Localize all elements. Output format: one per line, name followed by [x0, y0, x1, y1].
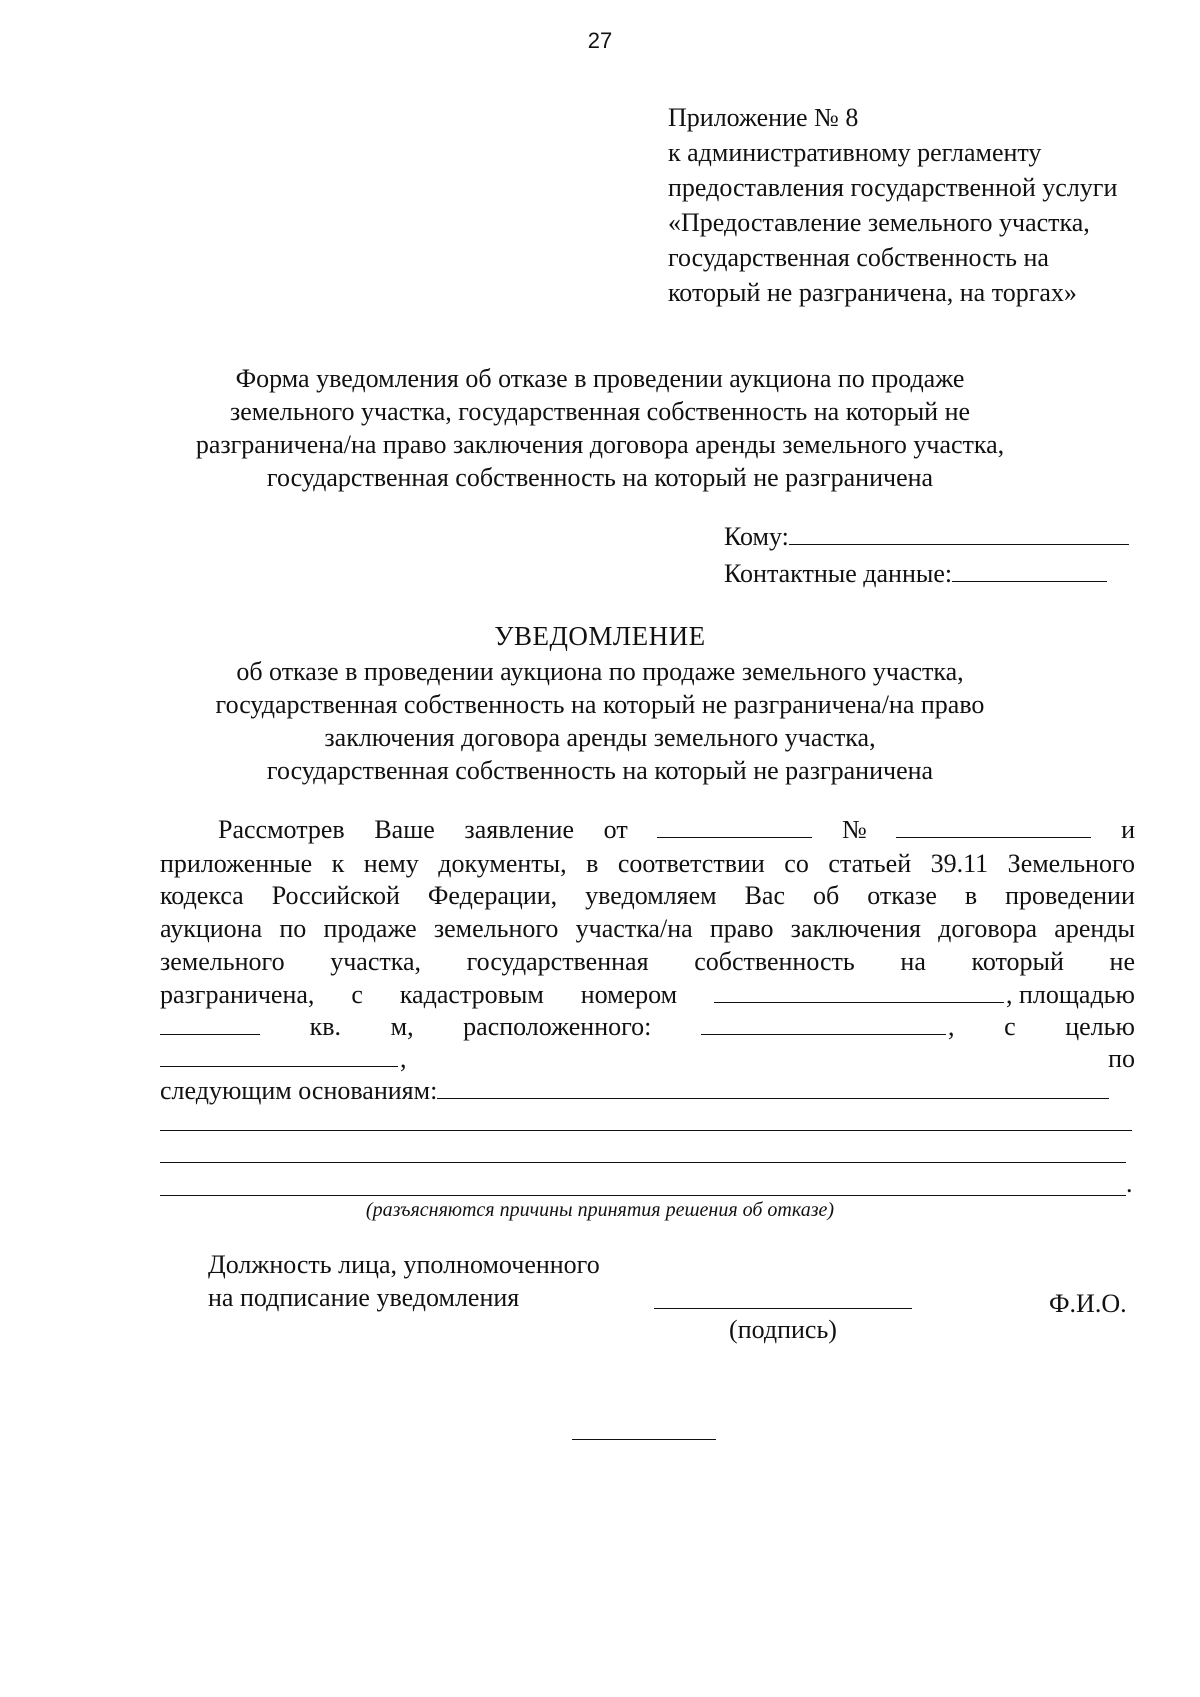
reason-line-1[interactable]: [160, 1130, 1132, 1131]
notice-heading-block: [0, 617, 1200, 787]
form-title-line: разграничена/на право заключения договора аренды земельного участка,: [195, 430, 1005, 459]
body-word: на: [900, 947, 926, 976]
body-word: Федерации,: [427, 881, 558, 910]
form-title: [0, 362, 1200, 494]
body-word: разграничена,: [160, 980, 315, 1009]
body-row-6: [160, 979, 1135, 1011]
body-row-2: приложенные к нему документы, в соответствии со статьей 39.11 Земельного: [160, 849, 1135, 878]
body-word: заявление: [464, 815, 575, 844]
body-row-8: [160, 1043, 1135, 1075]
body-row-7: [160, 1011, 1135, 1043]
body-row-3: [160, 880, 1135, 912]
body-word: , площадью: [1006, 980, 1135, 1009]
notice-line: заключения договора аренды земельного участка,: [324, 723, 876, 752]
body-word: с: [1004, 1012, 1016, 1041]
body-word: кодекса: [160, 881, 244, 910]
body-word: следующим основаниям:: [160, 1076, 438, 1105]
body-word: расположенного:: [463, 1012, 652, 1041]
end-separator: [572, 1439, 716, 1440]
notice-heading: УВЕДОМЛЕНИЕ: [494, 621, 706, 651]
cadastral-number-field[interactable]: [714, 980, 1004, 1003]
body-word: уведомляем: [585, 881, 717, 910]
recipient-to: [724, 521, 1129, 552]
recipient-contacts: [724, 558, 1107, 589]
body-word: по: [1108, 1044, 1135, 1073]
body-word: и: [1121, 815, 1135, 844]
body-word: ,: [400, 1044, 407, 1073]
body-word: №: [841, 815, 867, 844]
end-dot: .: [1126, 1169, 1133, 1198]
body-word: в: [964, 881, 978, 910]
body-word: участка,: [330, 947, 422, 976]
body-word: об: [813, 881, 840, 910]
reason-line-3[interactable]: [160, 1195, 1126, 1196]
page-number: 27: [587, 28, 613, 53]
contacts-label: Контактные данные:: [724, 559, 953, 588]
body-row-4: аукциона по продаже земельного участка/на право заключения договора аренды: [160, 914, 1135, 943]
purpose-field[interactable]: [160, 1044, 398, 1067]
body-word: проведении: [1005, 881, 1135, 910]
body-row-1: [160, 814, 1135, 846]
signatory-position: [208, 1248, 600, 1314]
body-word: кадастровым: [399, 980, 544, 1009]
body-word: Рассмотрев: [218, 815, 345, 844]
body-word: отказе: [867, 881, 937, 910]
appendix-line: предоставления государственной услуги: [668, 173, 1118, 202]
reason-line-2[interactable]: [160, 1162, 1126, 1163]
name-label: Ф.И.О.: [1049, 1289, 1127, 1318]
form-title-line: государственная собственность на который не разграничена: [266, 463, 934, 492]
location-field[interactable]: [701, 1012, 946, 1035]
position-line: Должность лица, уполномоченного: [208, 1250, 600, 1279]
body-word: Ваше: [374, 815, 435, 844]
body-word: номером: [580, 980, 678, 1009]
body-word: который: [971, 947, 1064, 976]
body-word: с: [351, 980, 363, 1009]
appendix-line: государственная собственность на: [668, 243, 1049, 272]
body-word: не: [1109, 947, 1135, 976]
notice-line: государственная собственность на который не разграничена: [266, 756, 934, 785]
appendix-line: который не разграничена, на торгах»: [668, 278, 1077, 307]
signature-line[interactable]: [654, 1308, 912, 1309]
appendix-line: «Предоставление земельного участка,: [668, 208, 1090, 237]
body-row-9: [160, 1075, 1135, 1107]
body-word: государственная: [466, 947, 649, 976]
body-word: Российской: [271, 881, 400, 910]
body-word: кв.: [309, 1012, 342, 1041]
appendix-header: [668, 100, 1117, 310]
body-word: м,: [390, 1012, 414, 1041]
notice-line: государственная собственность на который не разграничена/на право: [215, 690, 985, 719]
to-label: Кому:: [724, 522, 789, 551]
body-row-5: [160, 946, 1135, 978]
body-word: целью: [1065, 1012, 1135, 1041]
form-title-line: земельного участка, государственная собственность на который не: [229, 397, 971, 426]
grounds-field[interactable]: [437, 1076, 1109, 1099]
reason-note: (разъясняются причины принятия решения об отказе): [365, 1199, 835, 1221]
appendix-line: Приложение № 8: [668, 103, 859, 132]
body-word: ,: [947, 1012, 955, 1041]
body-word: Вас: [744, 881, 786, 910]
body-word: земельного: [160, 947, 285, 976]
signature-caption: (подпись): [729, 1315, 837, 1344]
area-field[interactable]: [160, 1012, 260, 1035]
contacts-field[interactable]: [952, 559, 1107, 582]
to-field[interactable]: [789, 522, 1129, 545]
purpose-group: [160, 1043, 407, 1075]
application-number-field[interactable]: [896, 815, 1091, 838]
body-word: собственность: [694, 947, 855, 976]
application-date-field[interactable]: [657, 815, 812, 838]
body-word: от: [603, 815, 628, 844]
form-title-line: Форма уведомления об отказе в проведении аукциона по продаже: [235, 364, 965, 393]
cadastral-group: [714, 979, 1135, 1011]
position-line: на подписание уведомления: [208, 1283, 520, 1312]
location-group: [701, 1011, 955, 1043]
notice-line: об отказе в проведении аукциона по продаже земельного участка,: [236, 657, 964, 686]
appendix-line: к административному регламенту: [668, 138, 1042, 167]
